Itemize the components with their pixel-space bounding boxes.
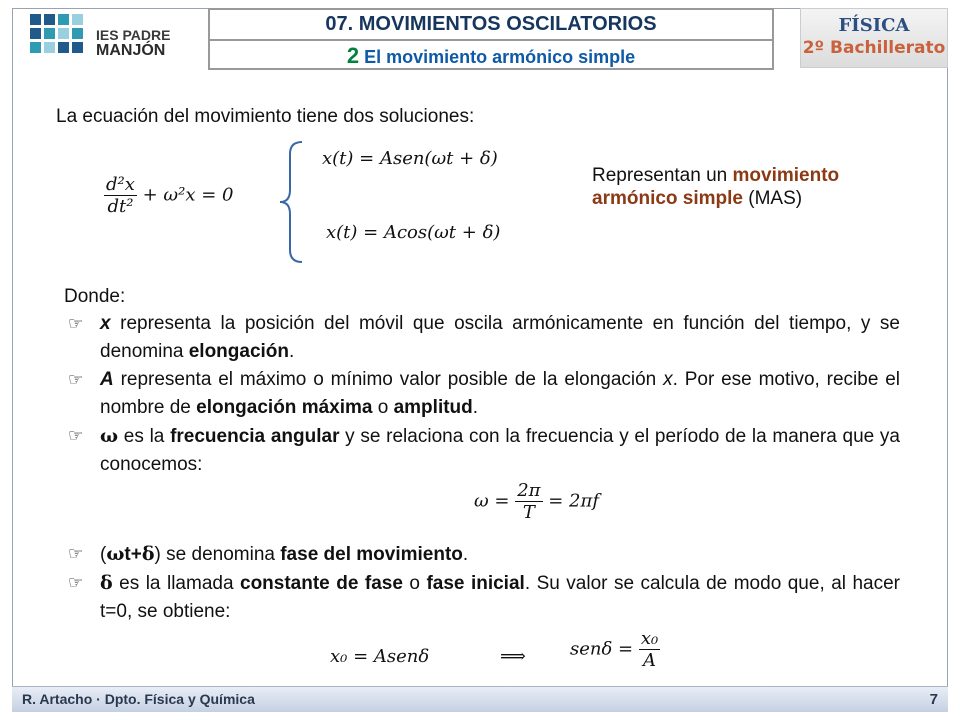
differential-equation <box>104 174 233 217</box>
omega-equation: ω = $\frac{2\pi}{T}$ = 2πf <box>474 480 599 523</box>
list-item: ☞ δ es la llamada constante de fase o fase inicial. Su valor se calcula de modo que, al hacer t=0, se obtiene: <box>64 569 900 626</box>
school-logo <box>30 14 180 66</box>
intro-text: La ecuación del movimiento tiene dos soluciones: <box>56 106 475 127</box>
section-title <box>210 41 772 70</box>
footer-author: R. Artacho · Dpto. Física y Química <box>22 691 255 707</box>
donde-label: Donde: <box>64 286 126 307</box>
implies-arrow-icon: ⟹ <box>500 646 526 667</box>
mas-post: (MAS) <box>743 188 803 209</box>
pointing-hand-icon: ☞ <box>68 314 84 334</box>
logo-grid-icon <box>30 14 90 64</box>
section-subtitle: El movimiento armónico simple <box>364 47 636 67</box>
pointing-hand-icon: ☞ <box>68 544 84 564</box>
phase-equation-left: x₀ = Asenδ <box>330 646 430 667</box>
mas-bold: movimiento armónico simple <box>592 165 840 209</box>
symbol-omega: ω <box>100 425 119 447</box>
pointing-hand-icon: ☞ <box>68 426 84 446</box>
badge-level: 2º Bachillerato <box>802 38 946 58</box>
deq-rest: + ω²x = 0 <box>142 184 234 206</box>
badge-subject: FÍSICA <box>838 15 910 36</box>
list-item: ☞ (ωt+δ) se denomina fase del movimiento. <box>64 540 900 569</box>
page-number: 7 <box>929 691 938 708</box>
pointing-hand-icon: ☞ <box>68 573 84 593</box>
deq-denominator: dt² <box>107 196 134 217</box>
phase-equation-right: senδ = $\frac{\text{x₀}}{A}$ <box>570 628 659 671</box>
logo-line1: IES PADRE <box>96 27 171 43</box>
definitions-list-2 <box>64 540 900 626</box>
section-number: 2 <box>346 43 360 68</box>
list-item: ☞ A representa el máximo o mínimo valor posible de la elongación x. Por ese motivo, recibe el nombre de elongación máxima o amplitud. <box>64 366 900 422</box>
list-item: ☞ ω es la frecuencia angular y se relaciona con la frecuencia y el período de la manera que ya conocemos: <box>64 422 900 479</box>
definitions-list <box>64 310 900 479</box>
pointing-hand-icon: ☞ <box>68 370 84 390</box>
mas-pre: Representan un <box>592 165 733 186</box>
logo-line2: MANJÓN <box>96 42 166 59</box>
deq-numerator: d²x <box>106 174 135 195</box>
list-item: ☞ x representa la posición del móvil que oscila armónicamente en función del tiempo, y se denomina elongación. <box>64 310 900 366</box>
curly-brace-icon <box>276 140 306 264</box>
unit-title: 07. MOVIMIENTOS OSCILATORIOS <box>210 10 772 41</box>
course-badge <box>800 8 948 68</box>
footer-bar <box>12 686 948 712</box>
solution-cosine: x(t) = Acos(ωt + δ) <box>326 222 501 243</box>
symbol-delta: δ <box>100 572 113 594</box>
var-a: A <box>100 369 114 390</box>
solution-sine: x(t) = Asen(ωt + δ) <box>322 148 498 169</box>
header-box <box>208 8 774 70</box>
mas-note <box>592 164 922 210</box>
var-x: x <box>100 313 111 334</box>
